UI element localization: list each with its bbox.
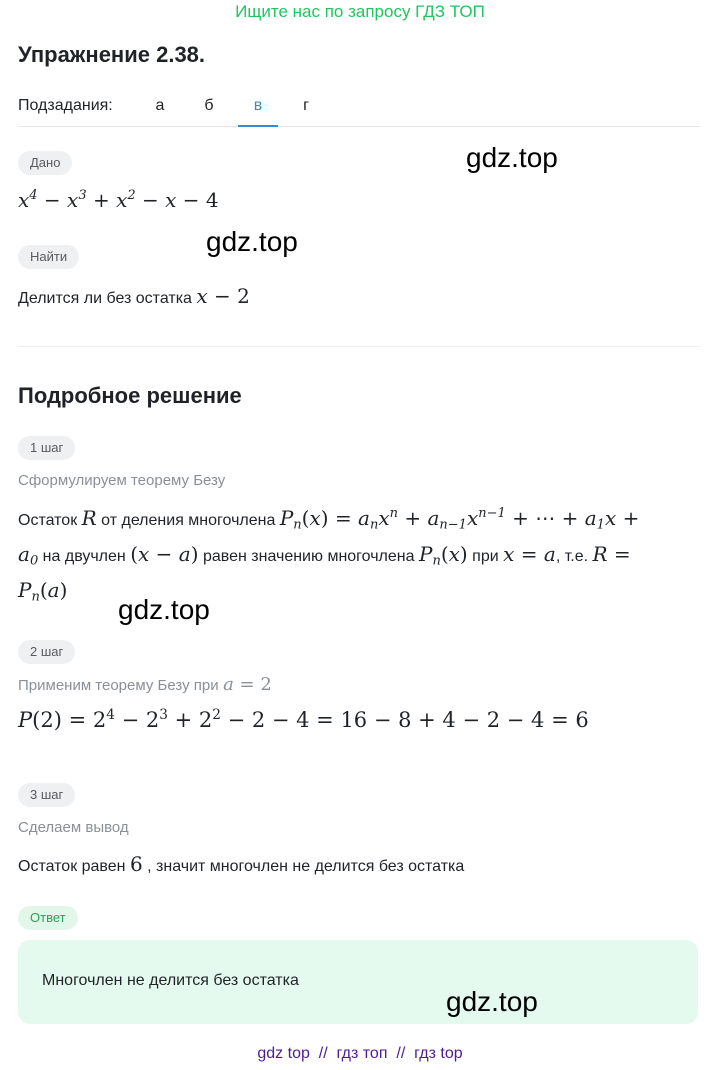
watermark: gdz.top — [466, 142, 558, 173]
divider — [18, 346, 700, 347]
step-text: Остаток — [18, 512, 78, 529]
tab-g[interactable]: г — [303, 97, 309, 114]
step-1-chip: 1 шаг — [18, 436, 75, 460]
watermark: gdz.top — [446, 986, 538, 1017]
step-1-line-1 — [18, 500, 639, 539]
tab-v[interactable]: в — [238, 94, 278, 127]
find-text: Делится ли без остатка — [18, 290, 192, 307]
solution-title: Подробное решение — [18, 383, 242, 408]
math-a-eq-2: a = 2 — [223, 674, 272, 695]
tab-b[interactable]: б — [204, 97, 214, 114]
math-r: R — [81, 506, 97, 530]
math-x-eq-a: x = a — [503, 542, 556, 566]
answer-chip: Ответ — [18, 906, 78, 930]
step-2-calculation: $P(2) = 2^4 - 2^3 + 2^2 - 2 - 4 = 16 - 8 + 4 - 2 - 4 = 6$ — [18, 706, 589, 732]
given-polynomial: $x^4 - x^3 + x^2 - x - 4$ — [18, 188, 219, 212]
exercise-title: Упражнение 2.38. — [18, 42, 206, 67]
watermark: gdz.top — [118, 594, 210, 625]
step-2-chip: 2 шаг — [18, 640, 75, 664]
step-text: , т.е. — [555, 548, 589, 565]
math-r-eq: R = — [592, 542, 631, 566]
step-2-caption: Применим теорему Безу при — [18, 677, 219, 694]
subtasks-label: Подзадания: — [18, 97, 113, 114]
step-2-caption-row — [18, 674, 272, 695]
subtasks-tabs — [18, 94, 700, 127]
footer-links[interactable]: gdz top // гдз топ // гдз top — [257, 1045, 463, 1062]
math-a0: $a_0$ — [18, 542, 39, 569]
step-text: Остаток равен — [18, 858, 126, 875]
step-text: равен значению многочлена — [202, 548, 415, 565]
find-chip: Найти — [18, 245, 79, 269]
math-pn-a: $P_n(a)$ — [18, 578, 68, 605]
step-3-chip: 3 шаг — [18, 783, 75, 807]
top-banner: Ищите нас по запросу ГДЗ ТОП — [235, 2, 485, 21]
tab-a[interactable]: а — [155, 97, 165, 114]
find-binomial: x − 2 — [196, 284, 250, 308]
answer-text: Многочлен не делится без остатка — [42, 972, 299, 989]
step-text: , значит многочлен не делится без остатка — [147, 858, 465, 875]
step-1-line-3 — [18, 572, 67, 611]
watermark: gdz.top — [206, 226, 298, 257]
find-question — [18, 284, 250, 308]
step-text: от деления многочлена — [101, 512, 276, 529]
step-text: при — [472, 548, 499, 565]
math-binomial: (x − a) — [130, 542, 199, 566]
answer-box — [18, 940, 698, 1024]
math-six: 6 — [129, 852, 143, 876]
step-3-caption: Сделаем вывод — [18, 819, 129, 836]
math-polynomial: $P_n(x) = a_nx^n + a_{n-1}x^{n-1}$ + ⋯ + $a_1x$ + — [279, 506, 640, 533]
math-pn: $P_n(x)$ — [418, 542, 468, 569]
step-1-caption: Сформулируем теорему Безу — [18, 472, 226, 489]
step-1-line-2 — [18, 536, 631, 575]
step-3-conclusion — [18, 852, 464, 876]
step-text: на двучлен — [42, 548, 126, 565]
given-chip: Дано — [18, 151, 72, 175]
